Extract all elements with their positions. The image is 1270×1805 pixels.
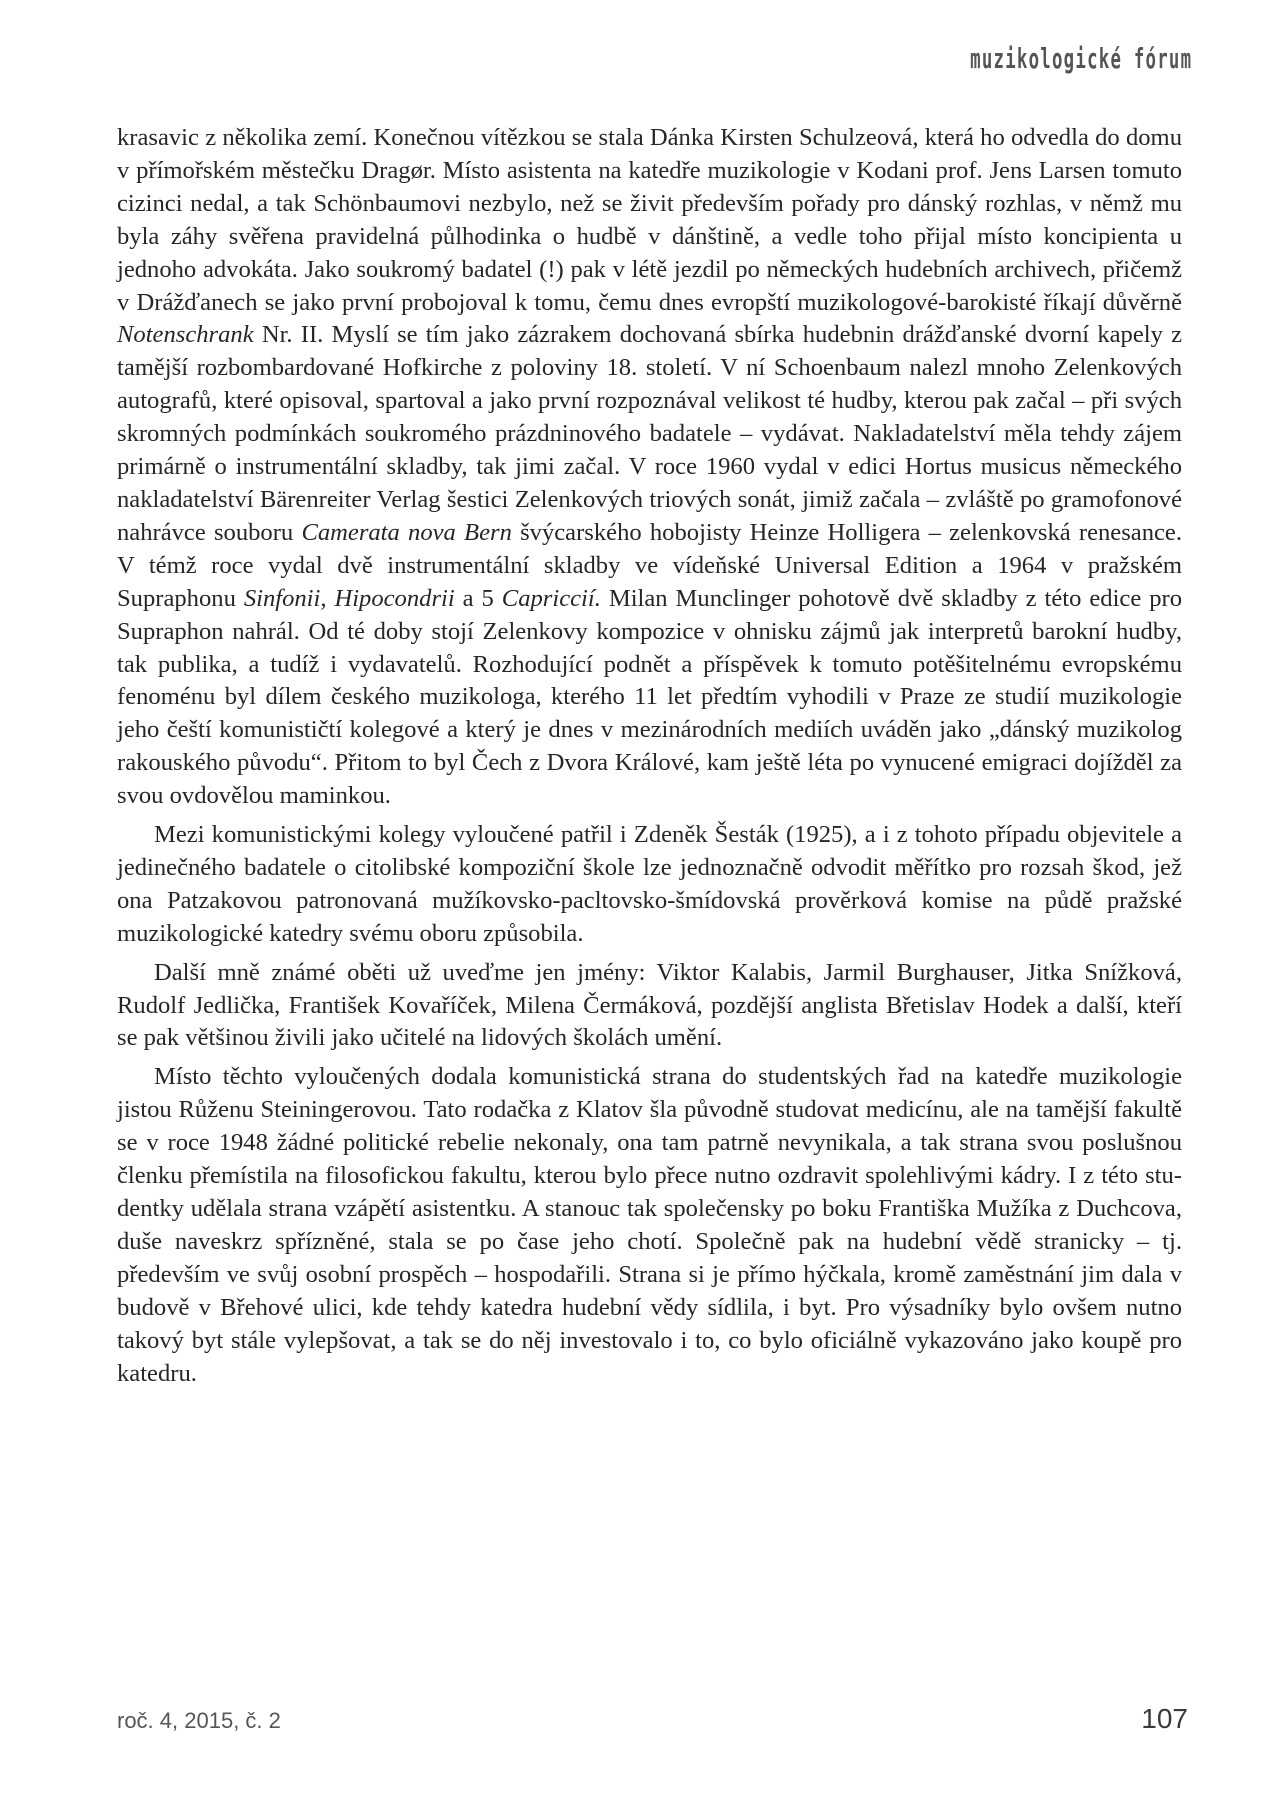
paragraph-text: Nr. II. Myslí se tím jako zázrakem dochovaná sbírka hudebnin drážďanské dvorní kapely z tamější rozbombardované Hofkirche z poloviny 18. století. V ní Schoenbaum nalezl mnoho Zelenkových autografů, které opisoval, spartoval a jako první rozpoznával velikost té hudby, kterou pak začal – při svých skromných podmínkách soukromého prázdninového badatele – vydávat. Nakladatelství měla tehdy zájem primárně o instrumentální skladby, tak jimi začal. V roce 1960 vydal v edici Hortus musicus německého nakladatelství Bärenreiter Verlag šestici Zelenkových triových sonát, jimiž začala – zvláště po gramofonové nahrávce souboru [117, 321, 1182, 546]
running-head: muzikologické fórum [969, 42, 1192, 75]
paragraph-text: krasavic z několika zemí. Konečnou vítězkou se stala Dánka Kirsten Schulzeová, která ho odvedla do domu v přímořském městečku Dragør. Místo asistenta na katedře muzikologie v Kodani prof. Jens Larsen tomuto cizinci nedal, a tak Schönbaumovi nezbylo, než se živit především pořady pro dánský rozhlas, v němž mu byla záhy svěřena pravidelná půlhodinka o hudbě v dánštině, a vedle toho přijal místo koncipienta u jednoho advokáta. Jako soukromý badatel (!) pak v létě jezdil po německých hudebních archivech, přičemž v Drážďanech se jako první probojoval k tomu, čemu dnes evropští muzikologové-barokisté říkají důvěrně [117, 124, 1182, 316]
italic-title-text: Camerata nova Bern [301, 518, 512, 546]
footer-issue: roč. 4, 2015, č. 2 [117, 1708, 281, 1733]
paragraph [117, 819, 1182, 951]
article-body [117, 122, 1182, 1396]
paragraph [117, 122, 1182, 813]
paragraph [117, 1061, 1182, 1390]
paragraph [117, 957, 1182, 1056]
italic-title-text: Notenschrank [117, 321, 254, 349]
paragraph-text: a 5 [454, 584, 502, 612]
italic-title-text: Capriccií. [501, 584, 601, 612]
paragraph-text: švýcarského hobojisty Heinze Holligera – zelenkovská renesance. V témž roce vydal dvě instrumentální skladby ve vídeňské Universal Edition a 1964 v pražském Supraphonu [117, 518, 1182, 612]
paragraph-text: Místo těchto vyloučených dodala komunistická strana do studentských řad na katedře muzikologie jistou Růženu Steiningerovou. Tato rodačka z Klatov šla původně studovat medicínu, ale na tamější fakultě se v roce 1948 žádné politické rebelie nekonaly, ona tam patrně nevynikala, a tak strana svou poslušnou členku přemístila na filosofickou fakultu, kterou bylo přece nutno ozdravit spolehlivými kádry. I z této studentky udělala strana vzápětí asistentku. A stanouc tak společensky po boku Františka Mužíka z Duchcova, duše naveskrz spřízněné, stala se po čase jeho chotí. Společně pak na hudební vědě stranicky – tj. především ve svůj osobní prospěch – hospodařili. Strana si je přímo hýčkala, kromě zaměstnání jim dala v budově v Břehové ulici, kde tehdy katedra hudební vědy sídlila, i byt. Pro výsadníky bylo ovšem nutno takový byt stále vylepšovat, a tak se do něj investovalo i to, co bylo oficiálně vykazováno jako koupě pro katedru. [117, 1063, 1182, 1387]
paragraph-text: Milan Munclinger pohotově dvě skladby z této edice pro Supraphon nahrál. Od té doby stojí Zelenkovy kompozice v ohnisku zájmů jak interpretů barokní hudby, tak publika, a tudíž i vydavatelů. Rozhodující podnět a příspěvek k tomuto potěšitelnému evropskému fenoménu byl dílem českého muzikologa, kterého 11 let předtím vyhodili v Praze ze studií muzikologie jeho čeští komunističtí kolegové a který je dnes v mezinárodních mediích uváděn jako „dánský muzikolog rakouského původu“. Přitom to byl Čech z Dvora Králové, kam ještě léta po vynucené emigraci dojížděl za svou ovdovělou maminkou. [117, 584, 1182, 810]
paragraph-text: Další mně známé oběti už uveďme jen jmény: Viktor Kalabis, Jarmil Burghauser, Jitka Snížková, Rudolf Jedlička, František Kovaříček, Milena Čermáková, pozdější anglista Břetislav Hodek a další, kteří se pak většinou živili jako učitelé na lidových školách umění. [117, 958, 1182, 1052]
page-number: 107 [1141, 1703, 1188, 1734]
italic-title-text: Sinfonii, Hipocondrii [243, 584, 455, 612]
paragraph-text: Mezi komunistickými kolegy vyloučené patřil i Zdeněk Šesták (1925), a i z tohoto případu objevitele a jedinečného badatele o citolibské kompoziční škole lze jednoznačně odvodit měřítko pro rozsah škod, jež ona Patzakovou patronovaná mužíkovsko-pacltovsko-šmídovská prověrková komise na půdě pražské muzikologické katedry svému oboru způsobila. [117, 821, 1182, 947]
